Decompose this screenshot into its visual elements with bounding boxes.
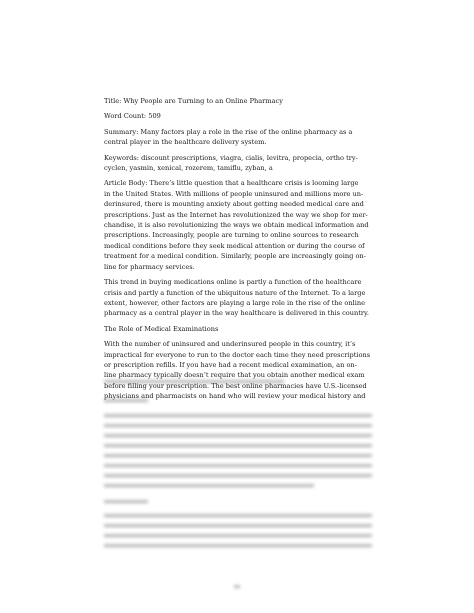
body-line: crisis and partly a function of the ubiquitous nature of the Internet. To a large (104, 288, 366, 297)
keywords-line: cyclen, yasmin, xenical, rozerem, tamiflu, zyban, a (104, 164, 273, 173)
body-line: treatment for a medical condition. Similarly, people are increasingly going on- (104, 252, 366, 261)
body-line: pharmacy as a central player in the way healthcare is delivered in this country. (104, 309, 369, 318)
body-line: prescriptions. Just as the Internet has revolutionized the way we shop for mer- (104, 210, 368, 219)
body-line: With the number of uninsured and underinsured people in this country, it’s (104, 340, 356, 349)
body-line: before filling your prescription. The best online pharmacies have U.S.-licensed (104, 381, 367, 390)
body-line: derinsured, there is mounting anxiety about getting needed medical care and (104, 200, 364, 209)
body-line: Article Body: There’s little question that a healthcare crisis is looming large (104, 179, 359, 188)
body-line: extent, however, other factors are playing a large role in the rise of the online (104, 298, 365, 307)
word-count-line: Word Count: 509 (104, 112, 161, 121)
body-line: chandise, it is also revolutionizing the ways we obtain medical information and (104, 221, 369, 230)
body-line: impractical for everyone to run to the doctor each time they need prescriptions (104, 350, 371, 359)
summary-line: central player in the healthcare delivery system. (104, 138, 267, 147)
body-line: prescriptions. Increasingly, people are turning to online sources to research (104, 231, 359, 240)
title-line: Title: Why People are Turning to an Online Pharmacy (104, 97, 283, 105)
summary-line: Summary: Many factors play a role in the rise of the online pharmacy as a (104, 127, 353, 136)
keywords-line: Keywords: discount prescriptions, viagra, cialis, levitra, propecia, ortho try- (104, 153, 358, 162)
body-line: in the United States. With millions of people uninsured and millions more un- (104, 189, 364, 198)
body-line: line for pharmacy services. (104, 262, 195, 271)
body-line: physicians and pharmacists on hand who will review your medical history and (104, 392, 366, 401)
body-line: medical conditions before they seek medical attention or during the course of (104, 241, 365, 250)
body-line: or prescription refills. If you have had a recent medical examination, an on- (104, 360, 357, 369)
body-line: line pharmacy typically doesn’t require that you obtain another medical exam (104, 371, 365, 380)
section-heading: The Role of Medical Examinations (104, 324, 219, 333)
body-line: This trend in buying medications online is partly a function of the healthcare (104, 278, 362, 287)
